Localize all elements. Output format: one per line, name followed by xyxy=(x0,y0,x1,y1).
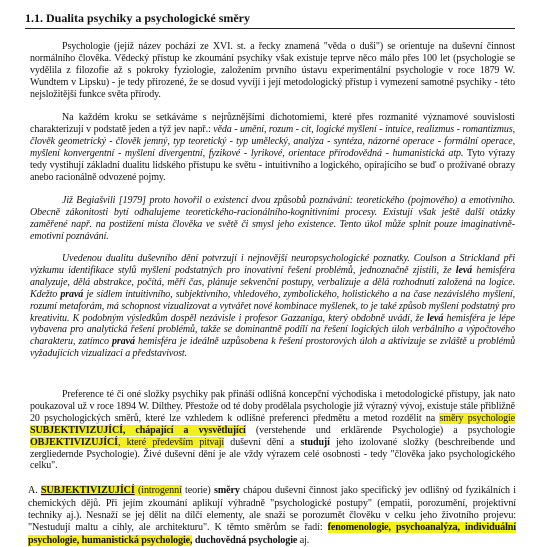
text-run: je sídlem intuitivního, subjektivního, vhledového, zymbolického, holistického a na čase nezávislého myšlení, rozumí metaforám, má schopnost vizualizovat a vytvářet nové kombinace myšlenek, to je také způsob myšlení podstatný pro kreativitu. K podobným výsledkům dospěl nezávisle i profesor Gazzaniga, který obdobně uvádí, že xyxy=(30,288,515,324)
text-run: hemisféra je ideálně uzpůsobena k řešení prostorových úloh a aktivizuje se zvláště u problémů vyžadujících vizualizaci a představivost. xyxy=(30,336,515,360)
emphasis-left: levá xyxy=(455,264,473,276)
emphasis-directions: směry xyxy=(214,485,240,497)
text-run: Tyto výrazy tedy vystihují základní dualitu lidského přístupu ke světu - intuitivního a logického, opírajícího se buď o prožívané obrazy anebo racionálně odvozené pojmy. xyxy=(30,147,516,183)
highlighted-text: , které především pitvají xyxy=(117,436,225,448)
paragraph-begiasvili: Již Begiašvili [1979] proto hovořil o existenci dvou způsobů poznávání: teoretického (pojmového) a emotivního. Obecně zákonitosti bytí odhalujeme teoretického-racionálního-kognitivními procesy. Existují však ještě další otázky zaměřené např. na postižení místa člověka ve světě či smysl jeho existence. Tento úkol může splnit pouze imaginativně-emotivní poznávání. xyxy=(30,195,515,242)
highlighted-text: , chápající a vysvětlující xyxy=(122,424,246,436)
text-run: (verstehende und erklärende Psychologie) a psychologie xyxy=(245,424,515,436)
text-run: A. xyxy=(28,485,41,497)
highlighted-text: směry psychologie xyxy=(439,412,515,424)
paragraph-subjective-directions xyxy=(28,485,516,547)
text-run: hemisféra je lépe vybavena pro analytická řešení problémů, takže se dominantně podílí na řešení logických úloh verbálního a výpočtového charakteru, zatímco xyxy=(30,312,515,348)
emphasis-study: studují xyxy=(300,436,330,448)
section-heading: 1.1. Dualita psychiky a psychologické směry xyxy=(25,10,515,29)
text-run: Uvedenou dualitu duševního dění potvrzují i nejnovější neuropsychologické poznatky. Coulson a Strickland při výzkumu identifikace stylů myšlení podstatných pro inovativní řešení problémů, jednoznačně zjistili, že xyxy=(30,253,515,276)
paragraph-dichotomies xyxy=(30,112,515,183)
text-run: chápou duševní činnost jako specifický jev odlišný od fyzikálních i chemických dějů. Při jejím zkoumání aplikují výhradně "psychologické postupy" (empatii, porozumění, projektivní techniky aj.). Nesnaží se jej dělit na dílčí elementy, ale snaží se porozumět člověku v celku jeho životního projevu: "Nestudují maltu a cihly, ale architekturu". K těmto směrům se řadí: xyxy=(28,485,516,534)
paragraph-intro: Psychologie (jejíž název pochází ze XVI. st. a řecky znamená "věda o duši") se orientuje na duševní činnost normálního člověka. Vědecký přístup ke zkoumání psychiky však existuje teprve něco málo přes 100 let (psychologie se vydělila z filozofie až s pokroky fyziologie, založením prvního ústavu experimentální psychologie v roce 1879 W. Wundtem v Lipsku) - je tedy přirozené, že se dosud vyvíjí i její metodologický přístup i vymezení samotné psychiky - této nejsložitější funkce světa přírody. xyxy=(30,41,515,100)
text-run: teorie) xyxy=(181,485,214,497)
highlighted-term: SUBJEKTIVIZUJÍCÍ xyxy=(30,424,123,436)
highlighted-list: fenomenologie, psychoanalýza, individuální psychologie, humanistická psychologie, xyxy=(28,522,516,546)
text-run: hemisféra analyzuje, dělá abstrakce, počítá, měří čas, plánuje sekvenční postupy, verbalizuje a dělá rozhodnutí založená na logice. Kdežto xyxy=(30,264,515,300)
emphasis-text: duchovědná psychologie xyxy=(192,534,298,546)
text-run: jeho izolované složky (beschreibende und zergliedernde Psychologie). Živé duševní dění je ale vždy výrazem celé osobnosti - tedy "člověka jako psychologického celku". xyxy=(30,436,515,472)
highlighted-term: OBJEKTIVIZUJÍCÍ xyxy=(30,436,118,448)
paragraph-preference xyxy=(30,389,515,472)
dichotomy-list: věda - umění, rozum - cit, logické myšlení - intuice, realizmus - romantizmus, člověk geometrický - člověk jemný, typ teoretický - typ umělecký, analýza - syntéza, názorné operace - formální operace, myšlení konvergentní - myšlení divergentní, fyzikové - lyrikové, orientace přírodovědná - humanistická atp. xyxy=(30,123,516,159)
text-run: Na každém kroku se setkáváme s nejrůznějšími dichotomiemi, které přes rozmanité významové souvislosti charakterizují v podstatě jeden a týž jev např.: xyxy=(30,112,515,135)
text-run: aj. xyxy=(297,534,310,546)
emphasis-right: pravá xyxy=(60,288,84,300)
highlighted-text: (introgenní xyxy=(134,485,182,497)
paragraph-neuropsychology xyxy=(30,253,515,360)
text-run: Preference té či oné složky psychiky pak přináší odlišná koncepční východiska i metodologické přístupy, jak nato poukazoval už v roce 1894 W. Dilthey. Přestože od té doby prodělala psychologie již výrazný vývoj, existuje stále přibližně 20 psychologických směrů, které lze vzhledem k odlišné preferenci předmětu a metod rozdělit na xyxy=(30,389,515,424)
emphasis-left: levá xyxy=(426,312,444,324)
emphasis-right: pravá xyxy=(112,336,135,348)
highlighted-term: SUBJEKTIVIZUJÍCÍ xyxy=(40,485,135,497)
text-run: duševní dění a xyxy=(224,436,301,448)
